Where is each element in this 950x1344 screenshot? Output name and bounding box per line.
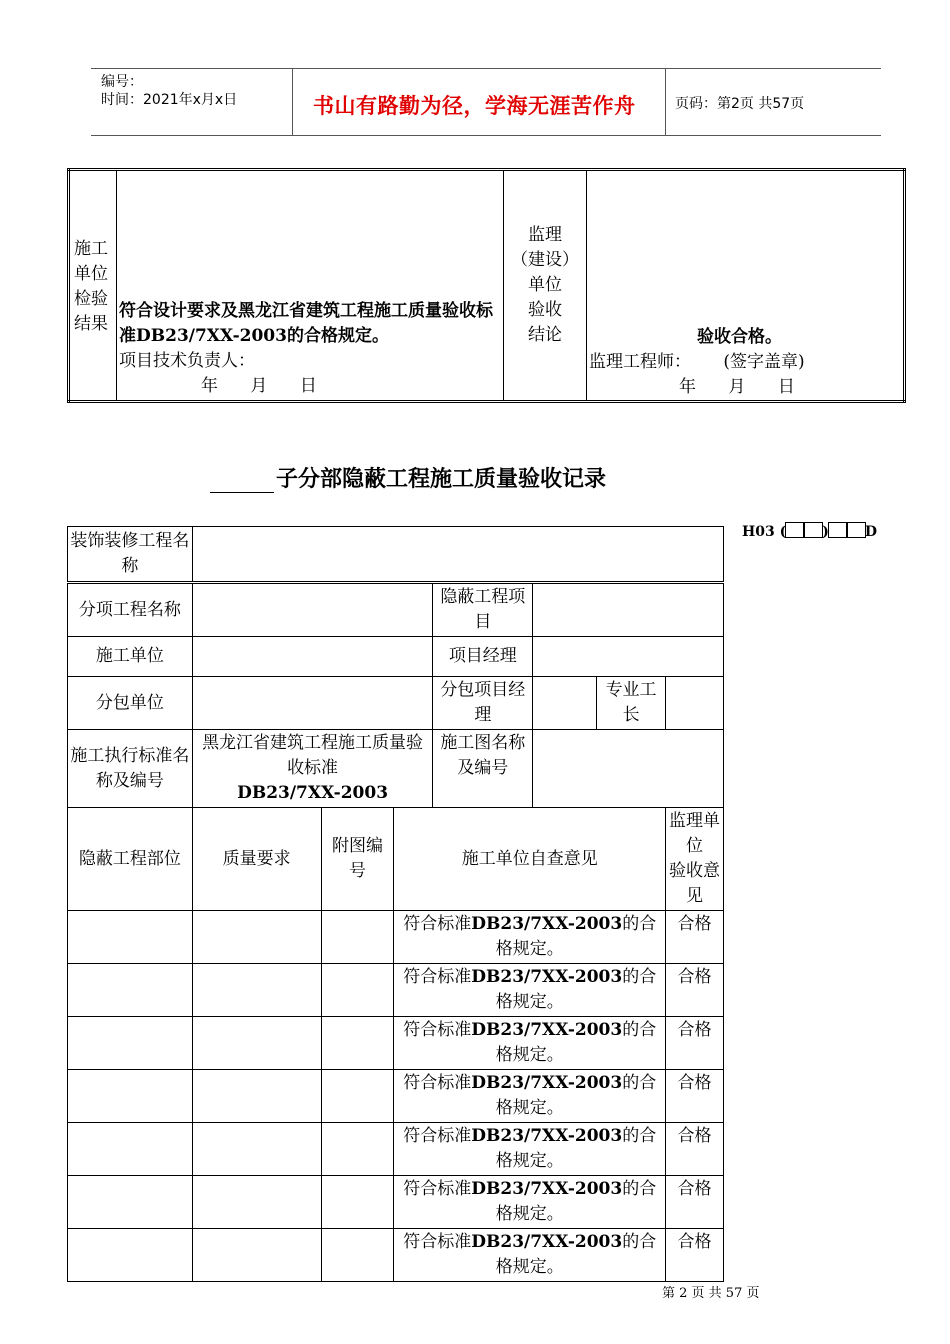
row-location[interactable] <box>68 1070 193 1123</box>
subcontract-unit-label: 分包单位 <box>68 677 193 730</box>
construction-unit-label-cell <box>69 170 117 402</box>
row-result: 合格 <box>666 911 724 964</box>
row-quality[interactable] <box>192 1017 321 1070</box>
row-selfcheck-std: DB23/7XX-2003 <box>471 1179 623 1199</box>
row-quality[interactable] <box>192 1176 321 1229</box>
code-box <box>828 522 848 538</box>
subitem-value[interactable] <box>192 583 433 637</box>
header-bottom-rule <box>91 135 881 136</box>
row-selfcheck-pre: 符合标准 <box>403 1179 472 1199</box>
foreman-value[interactable] <box>666 677 724 730</box>
tech-lead-label: 项目技术负责人： <box>119 351 255 371</box>
row-selfcheck-pre: 符合标准 <box>403 1232 472 1252</box>
standard-value-code: DB23/7XX-2003 <box>237 783 389 803</box>
row-quality[interactable] <box>192 1229 321 1282</box>
row-selfcheck-pre: 符合标准 <box>403 1126 472 1146</box>
col-supervision <box>666 808 724 911</box>
code-prefix: H03 ( <box>742 524 787 540</box>
header-time-label: 时间：2021年x月x日 <box>101 92 238 108</box>
title-blank <box>210 472 274 493</box>
engineer-label: 监理工程师： (签字盖章) <box>589 352 805 372</box>
foreman-label: 专业工长 <box>597 677 666 730</box>
header-divider-right <box>665 68 666 135</box>
supervision-result-text: 验收合格。 <box>697 327 782 347</box>
row-selfcheck <box>394 911 666 964</box>
supervision-label: 监理 （建设） 单位 验收 结论 <box>511 225 579 345</box>
form-code <box>742 522 877 540</box>
construction-unit-label: 施工单位 <box>68 637 193 677</box>
row-selfcheck <box>394 1176 666 1229</box>
row-selfcheck-std: DB23/7XX-2003 <box>471 1232 623 1252</box>
row-location[interactable] <box>68 1176 193 1229</box>
standard-value <box>192 730 433 808</box>
code-box <box>846 522 866 538</box>
row-selfcheck-post: 的合格规定。 <box>495 1073 657 1118</box>
row-selfcheck-pre: 符合标准 <box>403 1073 472 1093</box>
row-selfcheck-pre: 符合标准 <box>403 914 472 934</box>
row-selfcheck-post: 的合格规定。 <box>495 1020 657 1065</box>
row-result: 合格 <box>666 964 724 1017</box>
code-mid: ) <box>822 524 829 540</box>
construction-result-text: 符合设计要求及黑龙江省建筑工程施工质量验收标准DB23/7XX-2003的合格规定。 <box>119 301 493 346</box>
row-selfcheck-std: DB23/7XX-2003 <box>471 914 623 934</box>
row-result: 合格 <box>666 1176 724 1229</box>
row-quality[interactable] <box>192 1123 321 1176</box>
col-attach: 附图编号 <box>321 808 394 911</box>
drawing-value[interactable] <box>533 730 724 808</box>
row-selfcheck-pre: 符合标准 <box>403 1020 472 1040</box>
header-number-label: 编号： <box>101 74 143 90</box>
row-selfcheck-std: DB23/7XX-2003 <box>471 1020 623 1040</box>
row-quality[interactable] <box>192 911 321 964</box>
table-row <box>68 1017 724 1070</box>
header-top-rule <box>91 68 881 69</box>
row-selfcheck <box>394 1017 666 1070</box>
subitem-label: 分项工程名称 <box>68 583 193 637</box>
row-location[interactable] <box>68 964 193 1017</box>
standard-value-text: 黑龙江省建筑工程施工质量验收标准 <box>202 733 424 778</box>
subcontract-manager-label: 分包项目经理 <box>433 677 533 730</box>
acceptance-result-table <box>67 168 906 403</box>
supervision-date: 年 月 日 <box>679 377 795 397</box>
row-selfcheck <box>394 964 666 1017</box>
page-title-text: 子分部隐蔽工程施工质量验收记录 <box>276 467 607 492</box>
project-manager-label: 项目经理 <box>433 637 533 677</box>
row-selfcheck-post: 的合格规定。 <box>495 914 657 959</box>
code-box <box>785 522 805 538</box>
row-attach[interactable] <box>321 1176 394 1229</box>
standard-label: 施工执行标准名称及编号 <box>68 730 193 808</box>
project-name-value[interactable] <box>192 527 723 583</box>
page-title <box>210 462 606 493</box>
construction-result-cell <box>117 170 504 402</box>
code-box <box>803 522 823 538</box>
row-quality[interactable] <box>192 964 321 1017</box>
table-row <box>68 1229 724 1282</box>
project-name-label: 装饰装修工程名称 <box>68 527 193 583</box>
code-suffix: D <box>864 524 877 540</box>
row-selfcheck-post: 的合格规定。 <box>495 1179 657 1224</box>
row-attach[interactable] <box>321 911 394 964</box>
table-row <box>68 1070 724 1123</box>
table-row <box>68 964 724 1017</box>
row-selfcheck-post: 的合格规定。 <box>495 1126 657 1171</box>
row-quality[interactable] <box>192 1070 321 1123</box>
row-attach[interactable] <box>321 964 394 1017</box>
row-attach[interactable] <box>321 1123 394 1176</box>
supervision-label-cell <box>504 170 587 402</box>
supervision-result-cell <box>587 170 905 402</box>
row-location[interactable] <box>68 1229 193 1282</box>
row-attach[interactable] <box>321 1070 394 1123</box>
hidden-item-value[interactable] <box>533 583 724 637</box>
row-selfcheck <box>394 1070 666 1123</box>
row-result: 合格 <box>666 1017 724 1070</box>
row-selfcheck <box>394 1229 666 1282</box>
page-footer: 第 2 页 共 57 页 <box>662 1286 760 1301</box>
header-motto: 书山有路勤为径，学海无涯苦作舟 <box>313 94 636 118</box>
row-result: 合格 <box>666 1229 724 1282</box>
row-result: 合格 <box>666 1123 724 1176</box>
row-selfcheck-post: 的合格规定。 <box>495 967 657 1012</box>
col-quality: 质量要求 <box>192 808 321 911</box>
row-location[interactable] <box>68 911 193 964</box>
project-manager-value[interactable] <box>533 637 724 677</box>
construction-date: 年 月 日 <box>201 376 317 396</box>
table-row <box>68 1176 724 1229</box>
row-result: 合格 <box>666 1070 724 1123</box>
hidden-item-label: 隐蔽工程项目 <box>433 583 533 637</box>
construction-unit-value[interactable] <box>192 637 433 677</box>
col-supervision-text: 监理单位 验收意见 <box>669 811 720 906</box>
row-selfcheck-std: DB23/7XX-2003 <box>471 1126 623 1146</box>
construction-unit-label: 施工 单位 检验 结果 <box>74 239 108 334</box>
col-location: 隐蔽工程部位 <box>68 808 193 911</box>
header-page-label: 页码：第2页 共57页 <box>675 96 805 112</box>
row-attach[interactable] <box>321 1229 394 1282</box>
row-location[interactable] <box>68 1123 193 1176</box>
row-location[interactable] <box>68 1017 193 1070</box>
table-row <box>68 1123 724 1176</box>
row-attach[interactable] <box>321 1017 394 1070</box>
subcontract-manager-value[interactable] <box>533 677 597 730</box>
row-selfcheck <box>394 1123 666 1176</box>
hidden-works-form <box>67 526 724 1282</box>
row-selfcheck-post: 的合格规定。 <box>495 1232 657 1277</box>
row-selfcheck-std: DB23/7XX-2003 <box>471 1073 623 1093</box>
drawing-label <box>433 730 533 808</box>
row-selfcheck-std: DB23/7XX-2003 <box>471 967 623 987</box>
col-selfcheck: 施工单位自查意见 <box>394 808 666 911</box>
header-divider-left <box>292 68 293 135</box>
drawing-label-text: 施工图名称 及编号 <box>440 733 526 778</box>
row-selfcheck-pre: 符合标准 <box>403 967 472 987</box>
subcontract-unit-value[interactable] <box>192 677 433 730</box>
table-row <box>68 911 724 964</box>
